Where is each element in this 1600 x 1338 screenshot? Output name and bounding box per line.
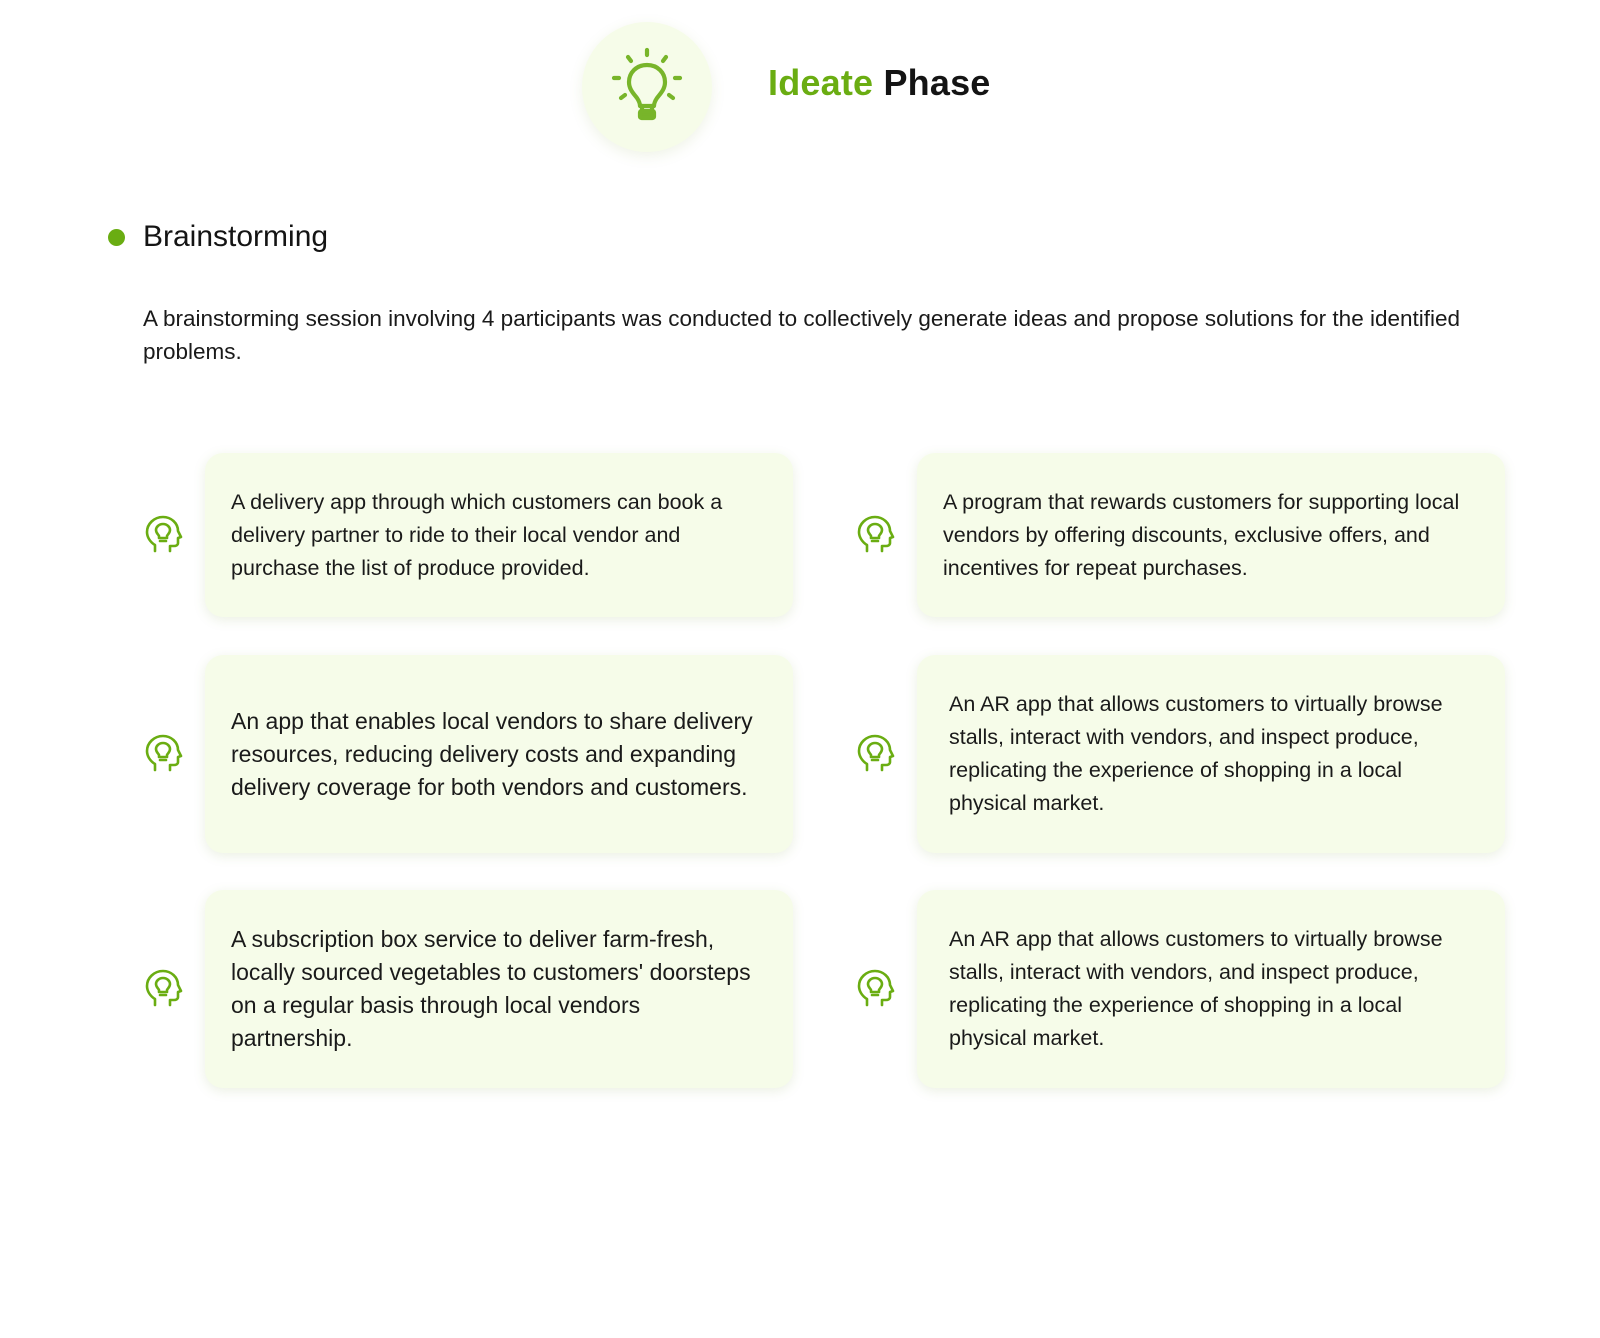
idea-text: A subscription box service to deliver farm-fresh, locally sourced vegetables to customers' doorsteps on a regular basis through local vendors partnership. — [231, 926, 751, 1051]
idea-item-5 — [143, 890, 793, 1088]
head-lightbulb-icon — [143, 733, 185, 775]
idea-text: An app that enables local vendors to share delivery resources, reducing delivery costs and expanding delivery coverage for both vendors and customers. — [231, 707, 753, 800]
idea-item-2 — [855, 453, 1505, 617]
title-accent: Ideate — [768, 62, 874, 103]
head-lightbulb-icon — [855, 514, 897, 556]
idea-card — [205, 655, 793, 853]
idea-card — [205, 890, 793, 1088]
head-lightbulb-icon — [855, 968, 897, 1010]
idea-text: A program that rewards customers for supporting local vendors by offering discounts, exclusive offers, and incentives for repeat purchases. — [943, 489, 1460, 580]
idea-item-4 — [855, 655, 1505, 853]
head-lightbulb-icon — [143, 968, 185, 1010]
idea-card — [205, 453, 793, 617]
idea-item-1 — [143, 453, 793, 617]
bulb-badge — [582, 22, 712, 152]
section-intro: A brainstorming session involving 4 participants was conducted to collectively generate ideas and propose solutions for the identified problems. — [143, 306, 1461, 364]
head-lightbulb-icon — [855, 733, 897, 775]
idea-text: A delivery app through which customers can book a delivery partner to ride to their local vendor and purchase the list of produce provided. — [231, 489, 723, 580]
section-heading — [108, 220, 328, 254]
lightbulb-icon — [605, 45, 689, 129]
idea-text: An AR app that allows customers to virtually browse stalls, interact with vendors, and inspect produce, replicating the experience of shopping in a local physical market. — [949, 692, 1443, 815]
section-title: Brainstorming — [143, 220, 329, 253]
idea-card — [917, 890, 1505, 1088]
phase-header — [0, 0, 1600, 180]
bullet-dot — [108, 229, 125, 246]
idea-text: An AR app that allows customers to virtually browse stalls, interact with vendors, and inspect produce, replicating the experience of shopping in a local physical market. — [949, 927, 1443, 1050]
page-title — [768, 62, 991, 104]
idea-card — [917, 655, 1505, 853]
idea-card — [917, 453, 1505, 617]
head-lightbulb-icon — [143, 514, 185, 556]
idea-item-6 — [855, 890, 1505, 1088]
idea-item-3 — [143, 655, 793, 853]
title-rest: Phase — [883, 62, 991, 103]
